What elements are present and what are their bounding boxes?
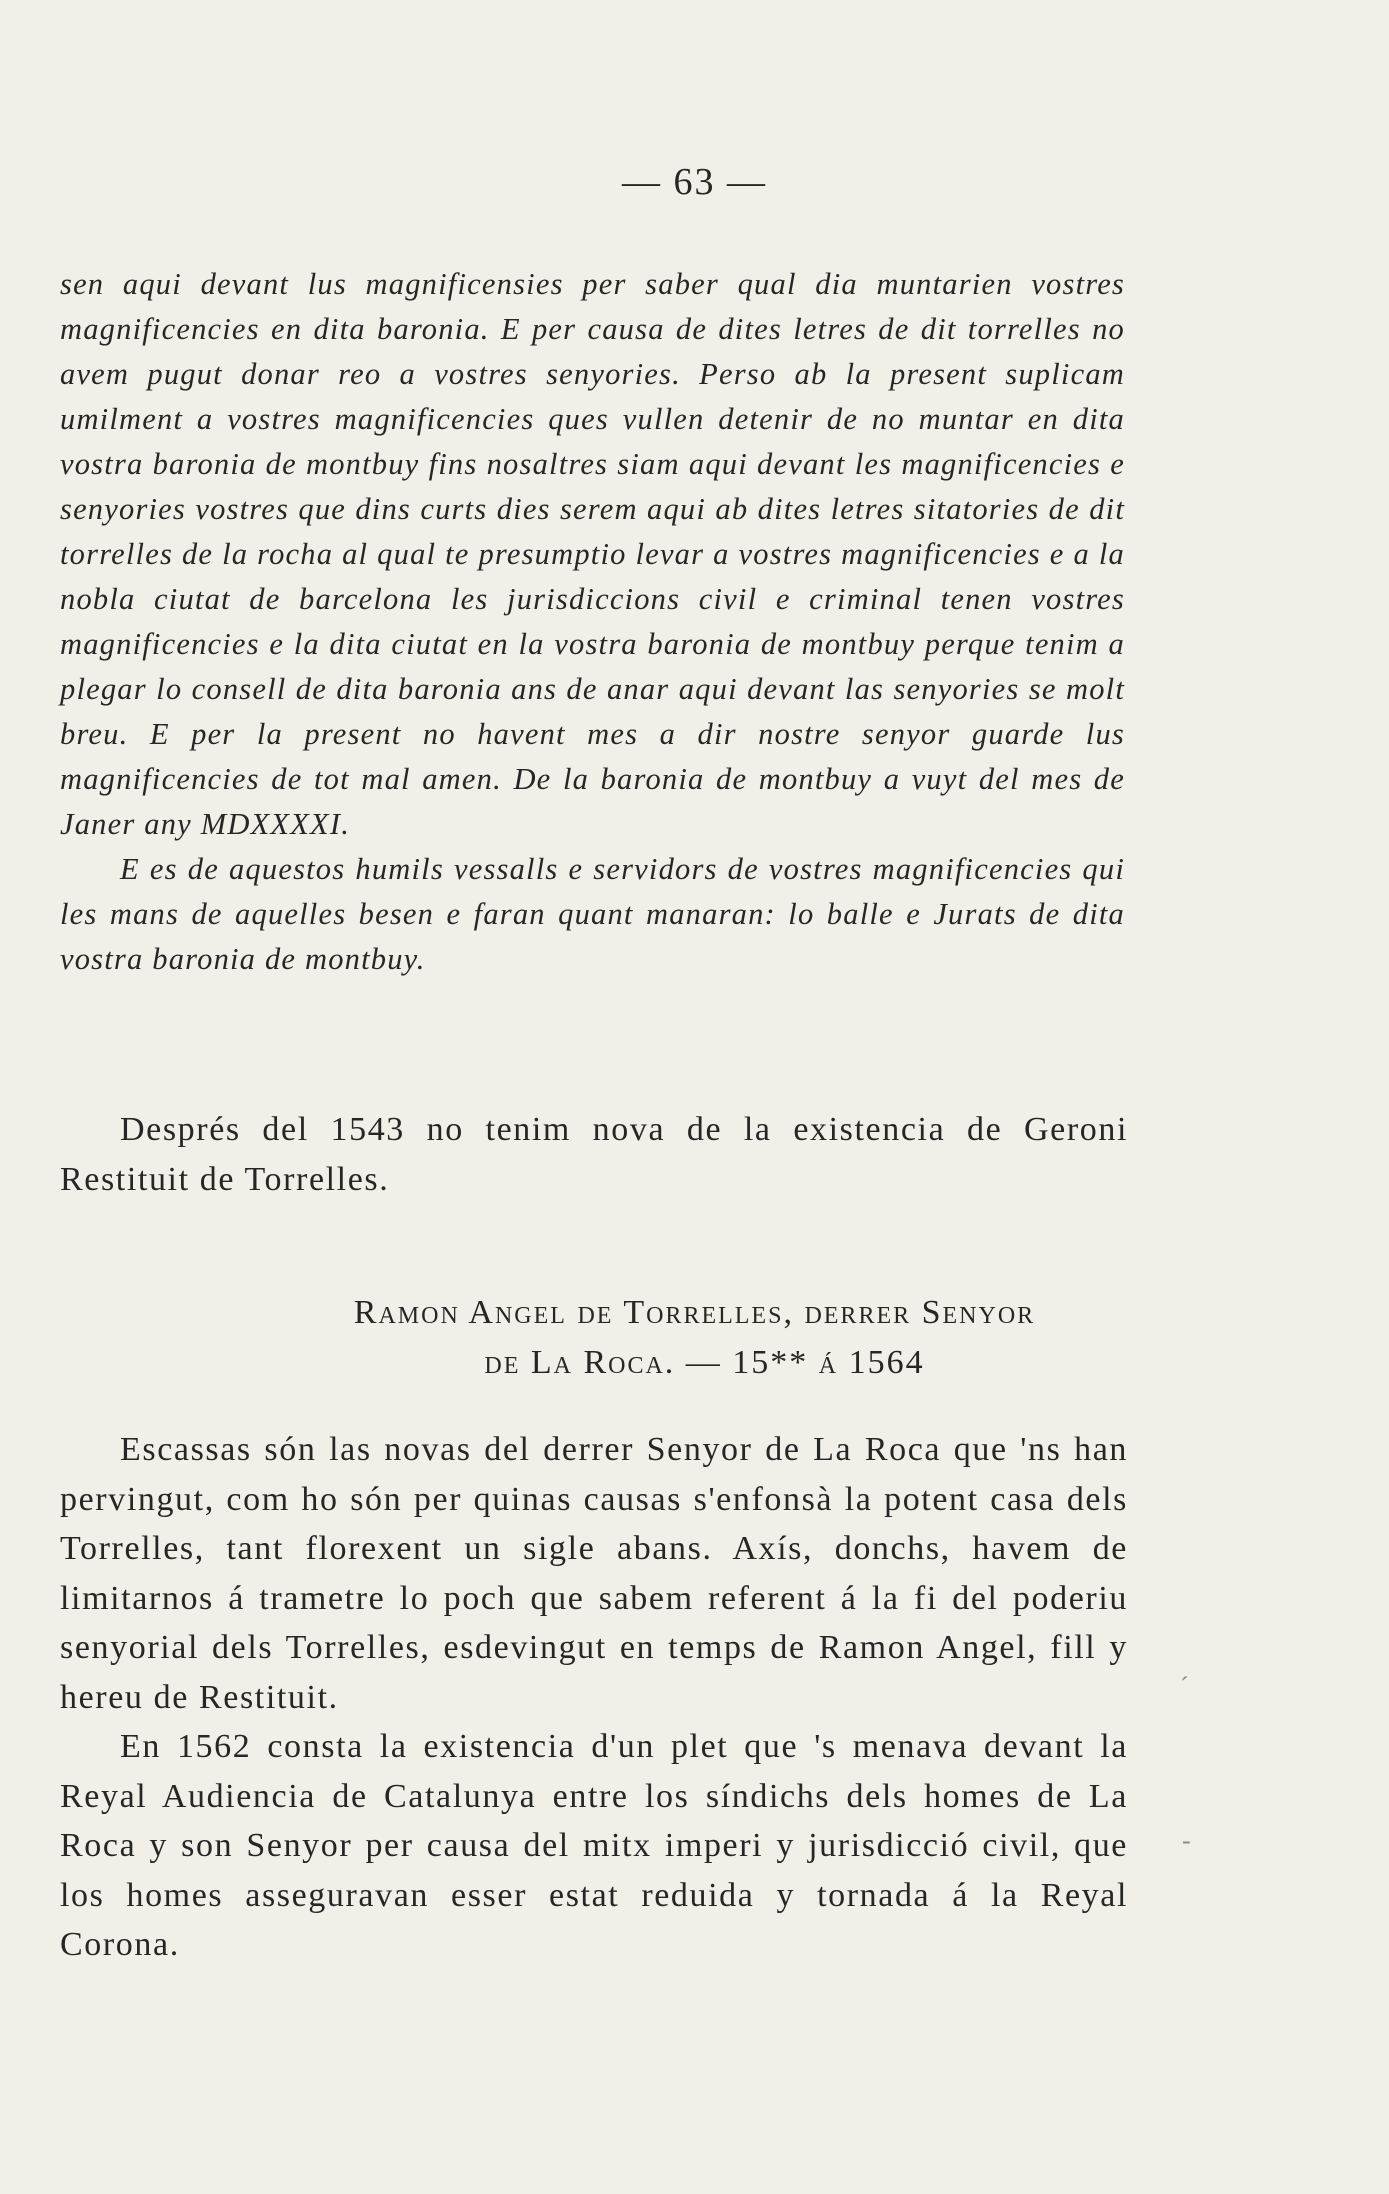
page-number: — 63 —: [622, 161, 767, 203]
section-heading: [0, 1288, 1389, 1388]
section-heading-line-1: Ramon Angel de Torrelles, derrer Senyor: [353, 1294, 1036, 1331]
body-paragraph: Després del 1543 no tenim nova de la existencia de Geroni Restituit de Torrelles.: [60, 1111, 1128, 1198]
body-text-block: [60, 1105, 1128, 1204]
quoted-letter: [60, 262, 1125, 982]
letter-signature-paragraph: E es de aquestos humils vessalls e servidors de vostres magnificencies qui les mans de aquelles besen e faran quant manaran: lo balle e Jurats de dita vostra baronia de montbuy.: [60, 852, 1125, 976]
section-heading-line-2: de La Roca. — 15** á 1564: [484, 1344, 925, 1381]
body-paragraph: Escassas són las novas del derrer Senyor de La Roca que 'ns han pervingut, com ho són per quinas causas s'enfonsà la potent casa dels Torrelles, tant florexent un sigle abans. Axís, donchs, havem de limitarnos á trametre lo poch que sabem referent á la fi del poderiu senyorial dels Torrelles, esdevingut en temps de Ramon Angel, fill y hereu de Restituit.: [60, 1431, 1128, 1716]
margin-mark: -: [1182, 1826, 1191, 1855]
margin-mark: ´: [1180, 1672, 1189, 1701]
section-body: [60, 1425, 1128, 1970]
body-paragraph: En 1562 consta la existencia d'un plet que 's menava devant la Reyal Audiencia de Catalunya entre los síndichs dels homes de La Roca y son Senyor per causa del mitx imperi y jurisdicció civil, que los homes asseguravan esser estat reduida y tornada á la Reyal Corona.: [60, 1728, 1128, 1963]
letter-paragraph: sen aqui devant lus magnificensies per saber qual dia muntarien vostres magnificencies en dita baronia. E per causa de dites letres de dit torrelles no avem pugut donar reo a vostres senyories. Perso ab la present suplicam umilment a vostres magnificencies ques vullen detenir de no muntar en dita vostra baronia de montbuy fins nosaltres siam aqui devant les magnificencies e senyories vostres que dins curts dies serem aqui ab dites letres sitatories de dit torrelles de la rocha al qual te presumptio levar a vostres magnificencies e a la nobla ciutat de barcelona les jurisdiccions civil e criminal tenen vostres magnificencies e la dita ciutat en la vostra baronia de montbuy perque tenim a plegar lo consell de dita baronia ans de anar aqui devant las senyories se molt breu. E per la present no havent mes a dir nostre senyor guarde lus magnificencies de tot mal amen. De la baronia de montbuy a vuyt del mes de Janer any MDXXXXI.: [60, 267, 1125, 841]
